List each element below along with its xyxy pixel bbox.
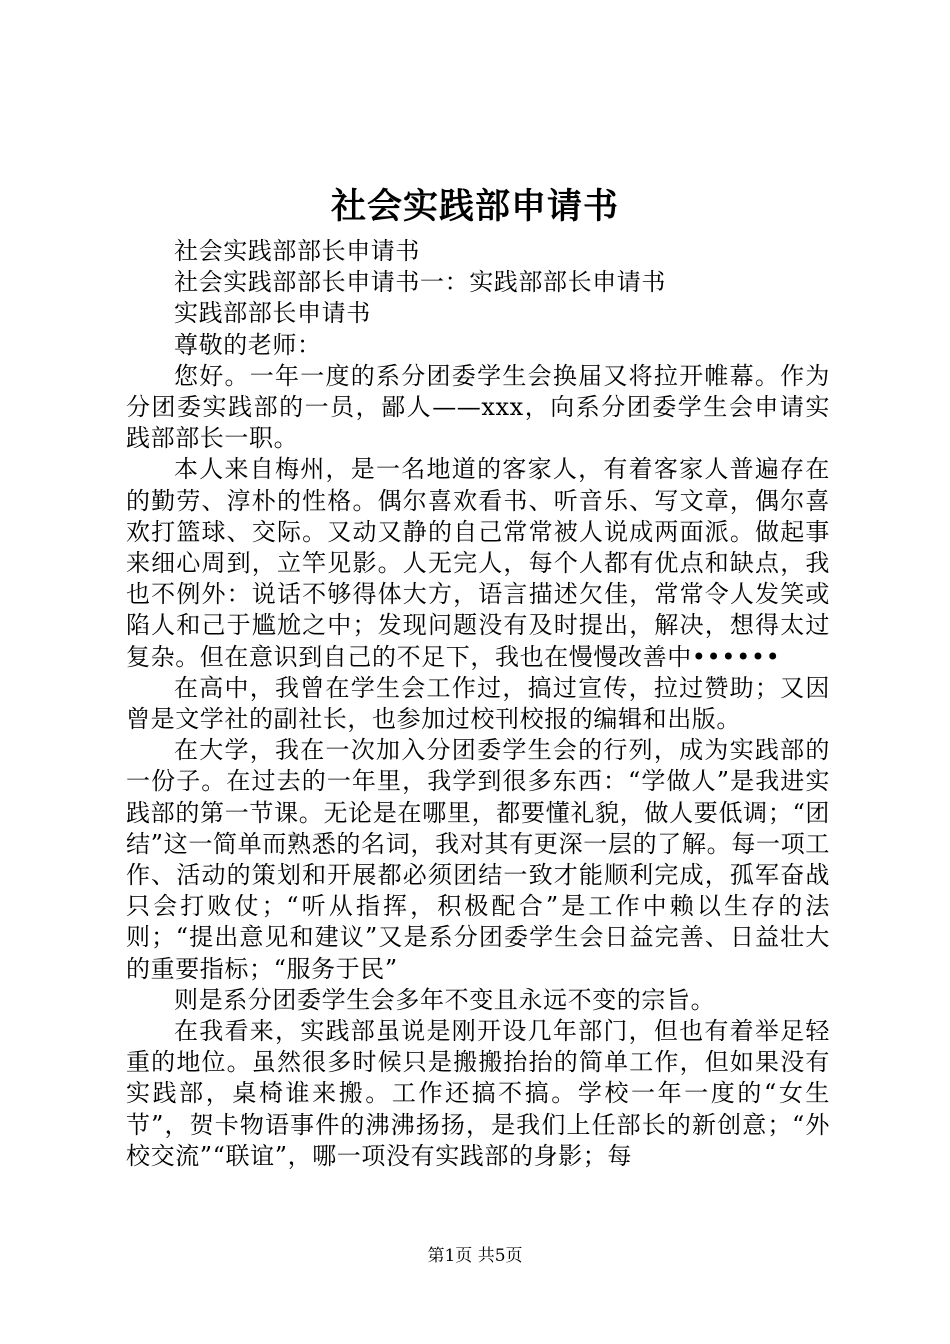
paragraph: 在我看来，实践部虽说是刚开设几年部门，但也有着举足轻重的地位。虽然很多时候只是搬搬抬抬的简单工作，但如果没有实践部，桌椅谁来搬。工作还搞不搞。学校一年一度的“女生节”，贺卡物语事件的沸沸扬扬，是我们上任部长的新创意；“外校交流”“联谊”，哪一项没有实践部的身影；每 xyxy=(126,1017,830,1170)
page-footer: 第1页 共5页 xyxy=(427,1246,523,1266)
document-body xyxy=(126,236,830,1172)
paragraph: 本人来自梅州，是一名地道的客家人，有着客家人普遍存在的勤劳、淳朴的性格。偶尔喜欢看书、听音乐、写文章，偶尔喜欢打篮球、交际。又动又静的自己常常被人说成两面派。做起事来细心周到，立竿见影。人无完人，每个人都有优点和缺点，我也不例外：说话不够得体大方，语言描述欠佳，常常令人发笑或陷人和己于尴尬之中；发现问题没有及时提出，解决，想得太过复杂。但在意识到自己的不足下，我也在慢慢改善中•••••• xyxy=(126,455,830,671)
paragraph: 在大学，我在一次加入分团委学生会的行列，成为实践部的一份子。在过去的一年里，我学到很多东西：“学做人”是我进实践部的第一节课。无论是在哪里，都要懂礼貌，做人要低调；“团结”这一简单而熟悉的名词，我对其有更深一层的了解。每一项工作、活动的策划和开展都必须团结一致才能顺利完成，孤军奋战只会打败仗；“听从指挥，积极配合”是工作中赖以生存的法则；“提出意见和建议”又是系分团委学生会日益完善、日益壮大的重要指标；“服务于民” xyxy=(126,736,830,983)
paragraph: 社会实践部部长申请书 xyxy=(174,237,420,265)
paragraph: 您好。一年一度的系分团委学生会换届又将拉开帷幕。作为分团委实践部的一员，鄙人——xxx，向系分团委学生会申请实践部部长一职。 xyxy=(126,361,830,453)
document-title: 社会实践部申请书 xyxy=(330,186,619,227)
paragraph: 社会实践部部长申请书一：实践部部长申请书 xyxy=(174,268,666,297)
paragraph: 尊敬的老师： xyxy=(174,330,322,359)
paragraph: 则是系分团委学生会多年不变且永远不变的宗旨。 xyxy=(174,985,716,1014)
paragraph: 实践部部长申请书 xyxy=(174,299,371,328)
paragraph: 在高中，我曾在学生会工作过，搞过宣传，拉过赞助；又因曾是文学社的副社长，也参加过校刊校报的编辑和出版。 xyxy=(126,673,830,734)
